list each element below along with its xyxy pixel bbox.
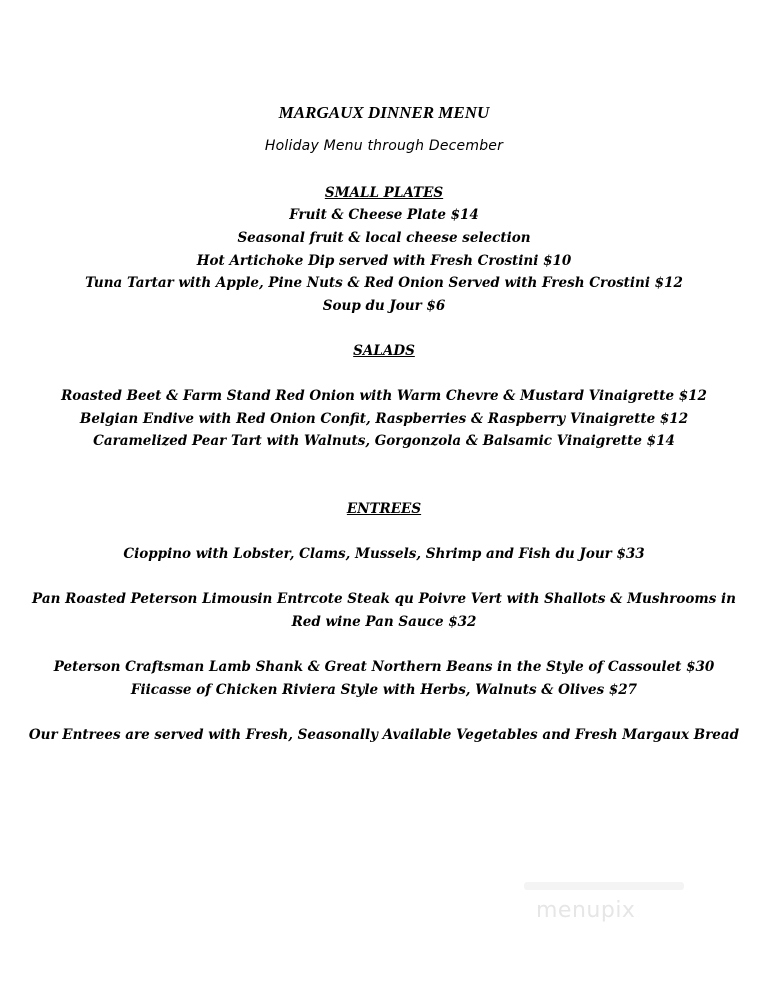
entrees-heading: ENTREES	[346, 501, 422, 517]
entrees-item: Peterson Craftsman Lamb Shank & Great Northern Beans in the Style of Cassoulet $30	[53, 659, 715, 675]
menupix-watermark: menupix	[536, 898, 636, 923]
entrees-note: Our Entrees are served with Fresh, Seasonally Available Vegetables and Fresh Margaux Bread	[28, 727, 740, 743]
small-plates-item: Fruit & Cheese Plate $14	[289, 207, 479, 223]
menu-title: MARGAUX DINNER MENU	[278, 103, 490, 122]
small-plates-item: Seasonal fruit & local cheese selection	[237, 230, 531, 246]
watermark-bar	[524, 882, 684, 890]
menu-subtitle: Holiday Menu through December	[264, 138, 504, 154]
small-plates-item: Hot Artichoke Dip served with Fresh Crostini $10	[196, 253, 572, 269]
entrees-item: Fiicasse of Chicken Riviera Style with Herbs, Walnuts & Olives $27	[130, 682, 638, 698]
entrees-item: Pan Roasted Peterson Limousin Entrcote Steak qu Poivre Vert with Shallots & Mushrooms in	[32, 591, 736, 607]
salads-heading: SALADS	[353, 343, 415, 359]
small-plates-item: Tuna Tartar with Apple, Pine Nuts & Red Onion Served with Fresh Crostini $12	[85, 275, 683, 291]
salads-item: Roasted Beet & Farm Stand Red Onion with Warm Chevre & Mustard Vinaigrette $12	[61, 388, 707, 404]
entrees-item: Cioppino with Lobster, Clams, Mussels, Shrimp and Fish du Jour $33	[123, 546, 645, 562]
salads-item: Belgian Endive with Red Onion Confit, Raspberries & Raspberry Vinaigrette $12	[79, 411, 689, 427]
salads-item: Caramelized Pear Tart with Walnuts, Gorgonzola & Balsamic Vinaigrette $14	[93, 433, 675, 449]
small-plates-item: Soup du Jour $6	[322, 298, 446, 314]
entrees-item-continued: Red wine Pan Sauce $32	[291, 614, 477, 630]
small-plates-heading: SMALL PLATES	[324, 185, 444, 201]
